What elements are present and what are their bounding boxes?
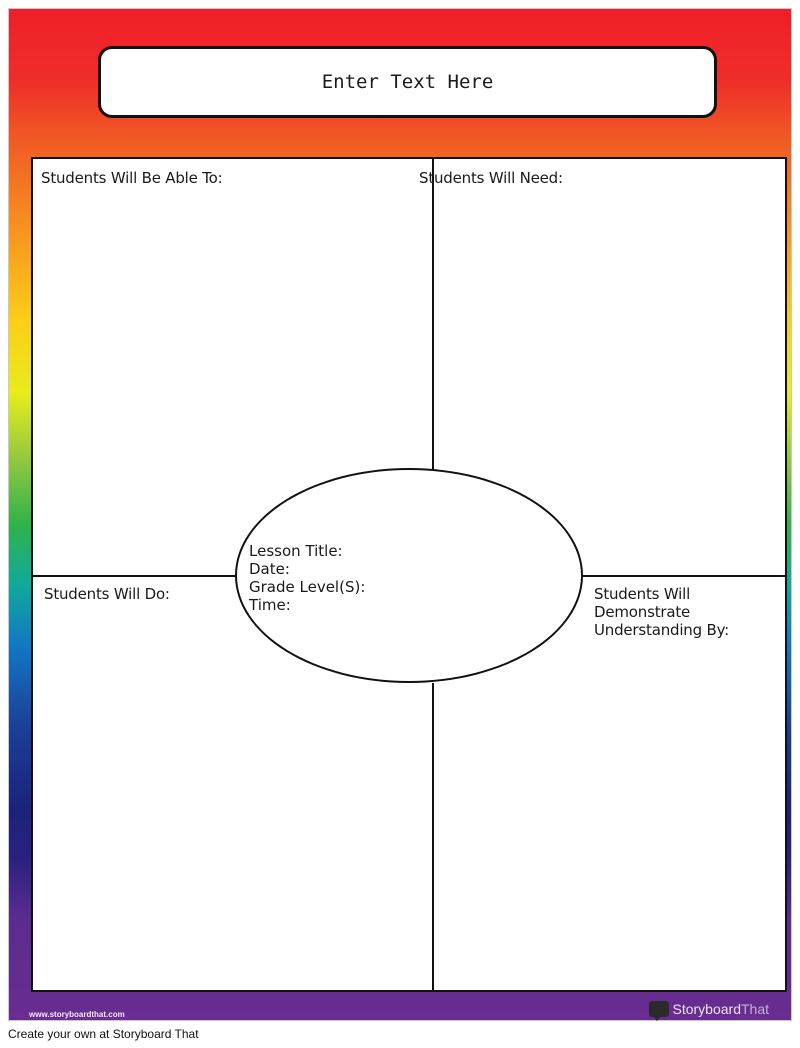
horizontal-divider-right xyxy=(583,575,787,577)
horizontal-divider-left xyxy=(33,575,239,577)
storyboard-that-logo xyxy=(649,1001,770,1017)
date-label: Date: xyxy=(249,560,290,578)
demonstrate-line-2: Demonstrate xyxy=(594,603,691,621)
lesson-title-label: Lesson Title: xyxy=(249,542,343,560)
footer-url: www.storyboardthat.com xyxy=(29,1010,125,1019)
lesson-info-block[interactable] xyxy=(249,542,365,614)
quadrant-label-able-to[interactable]: Students Will Be Able To: xyxy=(41,169,223,187)
quadrant-label-do[interactable]: Students Will Do: xyxy=(44,585,170,603)
demonstrate-line-3: Understanding By: xyxy=(594,621,730,639)
speech-bubble-icon xyxy=(649,1001,669,1017)
demonstrate-line-1: Students Will xyxy=(594,585,691,603)
title-text: Enter Text Here xyxy=(321,71,494,93)
brand-main: Storyboard xyxy=(672,1001,741,1017)
quadrant-label-need[interactable]: Students Will Need: xyxy=(419,169,563,187)
worksheet-background xyxy=(8,8,792,1021)
create-your-own-caption[interactable]: Create your own at Storyboard That xyxy=(8,1027,199,1041)
quadrant-label-demonstrate[interactable] xyxy=(594,585,729,639)
title-text-box[interactable] xyxy=(98,46,717,118)
time-label: Time: xyxy=(249,596,291,614)
vertical-divider-top xyxy=(432,159,434,471)
brand-accent: That xyxy=(740,1001,769,1017)
grade-level-label: Grade Level(S): xyxy=(249,578,366,596)
vertical-divider-bottom xyxy=(432,683,434,992)
